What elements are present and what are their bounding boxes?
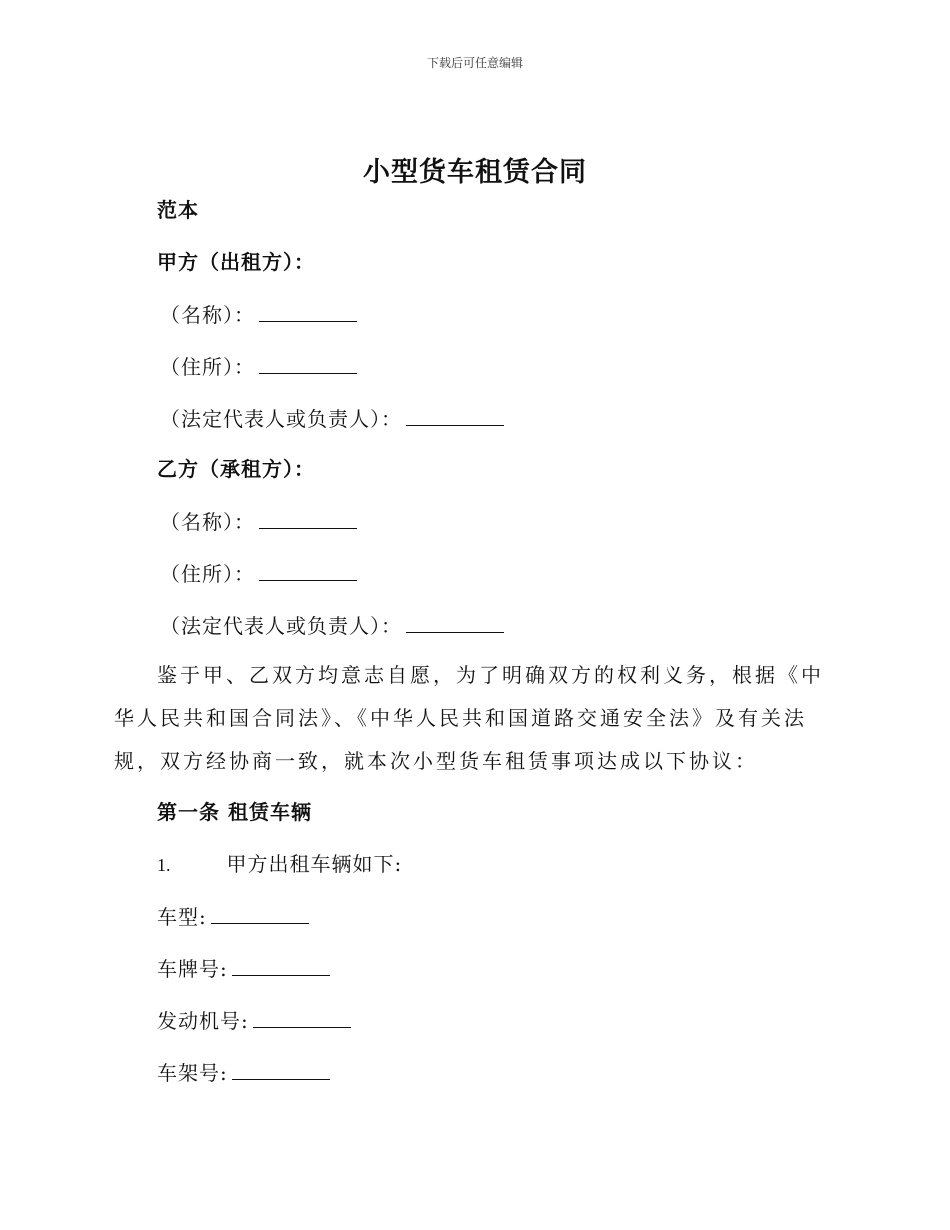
vehicle-engine-blank[interactable] (253, 1007, 351, 1028)
vehicle-plate-row (157, 955, 330, 981)
party-a-name-row (160, 301, 357, 327)
party-b-name-row (160, 508, 357, 534)
party-a-rep-label: （法定代表人或负责人）： (160, 407, 402, 431)
party-a-rep-blank[interactable] (406, 405, 504, 426)
header-note: 下载后可任意编辑 (426, 56, 523, 70)
party-b-address-blank[interactable] (259, 560, 357, 581)
vehicle-engine-label: 发动机号: (157, 1009, 249, 1033)
party-b-address-row (160, 560, 357, 586)
party-b-name-label: （名称）： (160, 510, 255, 534)
article-1-item-1 (157, 852, 402, 877)
party-b-rep-row (160, 612, 504, 638)
vehicle-model-blank[interactable] (211, 903, 309, 924)
item-number: 1. (157, 855, 171, 875)
party-b-heading: 乙方（承租方）： (157, 457, 315, 481)
party-a-heading: 甲方（出租方）： (157, 250, 315, 274)
article-1-heading: 第一条 租赁车辆 (157, 800, 312, 824)
party-b-name-blank[interactable] (259, 508, 357, 529)
vehicle-model-row (157, 903, 309, 929)
party-a-rep-row (160, 405, 504, 431)
party-a-address-label: （住所）： (160, 355, 255, 379)
item-text: 甲方出租车辆如下: (226, 852, 403, 876)
document-title: 小型货车租赁合同 (363, 157, 587, 188)
party-a-name-blank[interactable] (259, 301, 357, 322)
document-subtitle: 范本 (157, 198, 199, 222)
party-a-address-blank[interactable] (259, 353, 357, 374)
party-b-rep-label: （法定代表人或负责人）： (160, 614, 402, 638)
vehicle-plate-label: 车牌号: (157, 957, 228, 981)
vehicle-engine-row (157, 1007, 351, 1033)
vehicle-frame-label: 车架号: (157, 1061, 228, 1085)
party-a-name-label: （名称）： (160, 303, 255, 327)
vehicle-model-label: 车型: (157, 905, 207, 929)
vehicle-frame-row (157, 1059, 330, 1085)
party-b-address-label: （住所）： (160, 562, 255, 586)
party-a-address-row (160, 353, 357, 379)
party-b-rep-blank[interactable] (406, 612, 504, 633)
vehicle-plate-blank[interactable] (232, 955, 330, 976)
vehicle-frame-blank[interactable] (232, 1059, 330, 1080)
preamble-paragraph: 鉴于甲、乙双方均意志自愿，为了明确双方的权利义务，根据《中华人民共和国合同法》、《中华人民共和国道路交通安全法》及有关法规，双方经协商一致，就本次小型货车租赁事项达成以下协议： (114, 663, 824, 773)
